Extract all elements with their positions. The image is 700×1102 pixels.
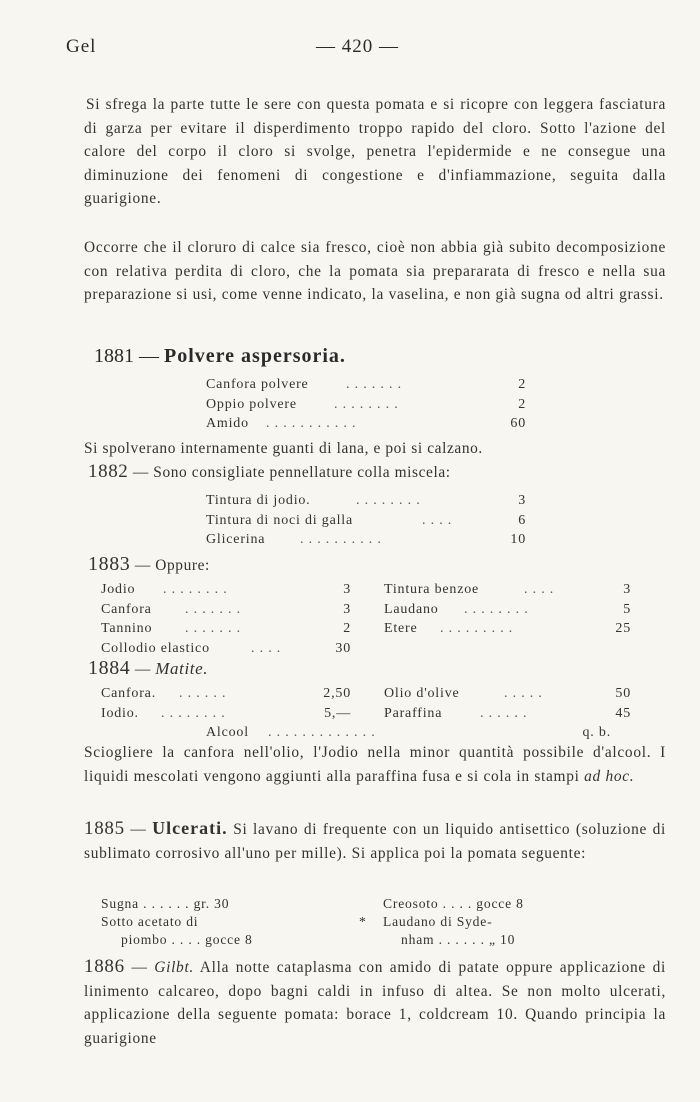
leader-dots: . . . . . . . .	[464, 601, 529, 617]
recipe-1884-heading	[88, 657, 670, 680]
recipe-1884-instructions	[84, 741, 666, 788]
ingredient-row	[384, 619, 631, 639]
ingredient-name: Glicerina	[206, 532, 266, 547]
ingredient-name: Tannino	[101, 621, 153, 636]
ingredient-row	[206, 723, 611, 743]
leader-dots: . . . . .	[504, 686, 543, 701]
ingredient-name: Canfora.	[101, 686, 156, 701]
ingredient-sugna: Sugna . . . . . . gr. 30	[101, 896, 230, 911]
page-number: — 420 —	[316, 36, 399, 57]
leader-dots: . . . .	[251, 640, 282, 656]
footnote-mark: *	[359, 914, 367, 929]
leader-dots: . . . . . . . . . . . . .	[268, 725, 376, 740]
recipe-1881-ingredients	[206, 375, 526, 434]
ingredient-quantity: 50	[615, 686, 631, 701]
leader-dots: . . . . . . .	[185, 621, 241, 636]
recipe-1885-paragraph	[84, 817, 666, 865]
ingredient-quantity: 3	[343, 601, 351, 617]
ingredient-row	[101, 684, 351, 704]
recipe-number: 1882	[88, 461, 129, 482]
intro-paragraph-2: Occorre che il cloruro di calce sia fresco, cioè non abbia già subito decomposizione con relativa perdita di cloro, che la pomata sia prepararata di fresco e nella sua preparazione si usi, come venne indicato, la vaselina, e non già sugna od altri grassi.	[84, 239, 666, 304]
recipe-1882-heading	[88, 461, 670, 483]
ingredient-quantity: 25	[615, 621, 631, 636]
instruction-italic: ad hoc.	[584, 767, 635, 785]
recipe-1881-heading	[94, 345, 346, 368]
ingredient-name: Tintura benzoe	[384, 582, 480, 597]
ingredient-quantity: 5,—	[324, 705, 351, 721]
ingredient-quantity: 2	[518, 396, 526, 412]
ingredient-name: Jodio	[101, 582, 136, 597]
leader-dots: . . . . . . . .	[356, 493, 421, 508]
ingredient-laudano-cont: nham . . . . . . „ 10	[401, 932, 516, 947]
leader-dots: . . . .	[524, 582, 555, 597]
ingredient-row	[101, 704, 351, 724]
recipe-title: Matite.	[155, 659, 209, 678]
ingredient-quantity: 2,50	[323, 686, 351, 701]
ingredient-row	[206, 491, 526, 511]
ingredient-creosoto: Creosoto . . . . gocce 8	[383, 896, 524, 911]
recipe-title: Gilbt.	[154, 959, 194, 976]
recipe-title: Ulcerati.	[152, 818, 228, 838]
recipe-number: 1885	[84, 818, 125, 839]
ingredient-name: Amido	[206, 416, 249, 431]
ingredient-quantity: 30	[335, 640, 351, 656]
ingredient-name: Alcool	[206, 725, 249, 740]
ingredient-row	[384, 704, 631, 724]
ingredient-row	[206, 414, 526, 434]
header-keyword: Gel	[66, 36, 97, 57]
recipe-1883-heading	[88, 553, 670, 576]
ingredient-row	[101, 600, 351, 620]
ingredient-quantity: 6	[518, 512, 526, 528]
recipe-title: Polvere aspersoria.	[164, 345, 346, 367]
recipe-intro-text: — Oppure:	[130, 557, 210, 574]
ingredient-name: Olio d'olive	[384, 686, 460, 701]
dash: —	[124, 821, 153, 838]
dash: —	[124, 959, 155, 976]
ingredient-column-right	[384, 580, 631, 639]
leader-dots: . . . . . .	[480, 705, 528, 721]
ingredient-laudano: Laudano di Syde-	[383, 914, 493, 929]
ingredient-name: Oppio polvere	[206, 396, 297, 412]
leader-dots: . . . .	[422, 512, 453, 528]
leader-dots: . . . . . . . .	[163, 582, 228, 597]
ingredient-column-right	[384, 684, 631, 723]
ingredient-name: Tintura di noci di galla	[206, 512, 354, 528]
ingredient-name: Collodio elastico	[101, 640, 210, 656]
leader-dots: . . . . . . . . . .	[300, 532, 382, 547]
ingredient-quantity: 2	[343, 621, 351, 636]
intro-paragraph-1: Si sfrega la parte tutte le sere con questa pomata e si ricopre con leggera fasciatura di garza per evitare il disperdimento troppo rapido del cloro. Sotto l'azione del calore del corpo il cloro si svolge, penetra l'epidermide e ne consegue una diminuzione dei fenomeni di congestione e d'infiammazione, seguita dalla guarigione.	[84, 96, 666, 208]
leader-dots: . . . . . . .	[185, 601, 241, 617]
recipe-number: 1883	[88, 553, 131, 575]
recipe-number: 1886	[84, 956, 125, 977]
ingredient-row	[206, 375, 526, 395]
ingredient-quantity: 60	[510, 416, 526, 431]
ingredient-quantity: q. b.	[582, 725, 611, 740]
ingredient-column-left	[101, 580, 351, 658]
instruction-text: Sciogliere la canfora nell'olio, l'Jodio nella minor quantità possibile d'alcool. I liquidi mescolati vengono aggiunti alla paraffina fusa e si cola in stampi	[84, 744, 666, 785]
recipe-1886-paragraph	[84, 955, 666, 1050]
recipe-number: 1881	[94, 345, 134, 367]
leader-dots: . . . . . .	[179, 686, 227, 701]
recipe-number: 1884	[88, 657, 131, 679]
ingredient-row	[206, 395, 526, 415]
ingredient-name: Iodio.	[101, 705, 139, 721]
ingredient-quantity: 3	[343, 582, 351, 597]
recipe-text: Si lavano di frequente con un liquido antisettico (soluzione di sublimato corrosivo all'uno per mille). Si applica poi la pomata seguente:	[84, 821, 666, 862]
ingredient-row	[384, 580, 631, 600]
leader-dots: . . . . . . . .	[334, 396, 399, 412]
ingredient-quantity: 3	[623, 582, 631, 597]
ingredient-row	[101, 639, 351, 659]
recipe-intro-text: — Sono consigliate pennellature colla miscela:	[128, 464, 451, 481]
ingredient-column-left	[101, 684, 351, 723]
ingredient-name: Tintura di jodio.	[206, 493, 311, 508]
recipe-text: Alla notte cataplasma con amido di patate oppure applicazione di linimento calcareo, dopo bagni caldi in infuso di altea. Se non molto ulcerati, applicazione della seguente pomata: borace 1, coldcream 10. Quando principia la guarigione	[84, 959, 667, 1047]
recipe-1882-ingredients	[206, 491, 526, 550]
ingredient-name: Etere	[384, 621, 418, 636]
ingredient-row	[101, 619, 351, 639]
ingredient-name: Canfora	[101, 601, 152, 617]
ingredient-row	[206, 530, 526, 550]
ingredient-quantity: 2	[518, 377, 526, 392]
ingredient-name: Laudano	[384, 601, 439, 617]
leader-dots: . . . . . . .	[346, 377, 402, 392]
leader-dots: . . . . . . . . . . .	[266, 416, 357, 431]
leader-dots: . . . . . . . .	[161, 705, 226, 721]
ingredient-name: Paraffina	[384, 705, 443, 721]
ingredient-row	[384, 684, 631, 704]
ingredient-quantity: 10	[510, 532, 526, 547]
ingredient-quantity: 3	[518, 493, 526, 508]
page-header	[66, 36, 664, 60]
leader-dots: . . . . . . . . .	[440, 621, 514, 636]
ingredient-name: Canfora polvere	[206, 377, 309, 392]
ingredient-row	[101, 580, 351, 600]
ingredient-row	[384, 600, 631, 620]
ingredient-quantity: 5	[623, 601, 631, 617]
recipe-1881-note: Si spolverano internamente guanti di lana, e poi si calzano.	[84, 440, 483, 457]
dash: —	[134, 345, 164, 367]
ingredient-row	[206, 511, 526, 531]
ingredient-sotto-acetato: Sotto acetato di	[101, 914, 199, 929]
dash: —	[130, 661, 156, 678]
ingredient-quantity: 45	[615, 705, 631, 721]
ingredient-piombo: piombo . . . . gocce 8	[121, 932, 253, 947]
